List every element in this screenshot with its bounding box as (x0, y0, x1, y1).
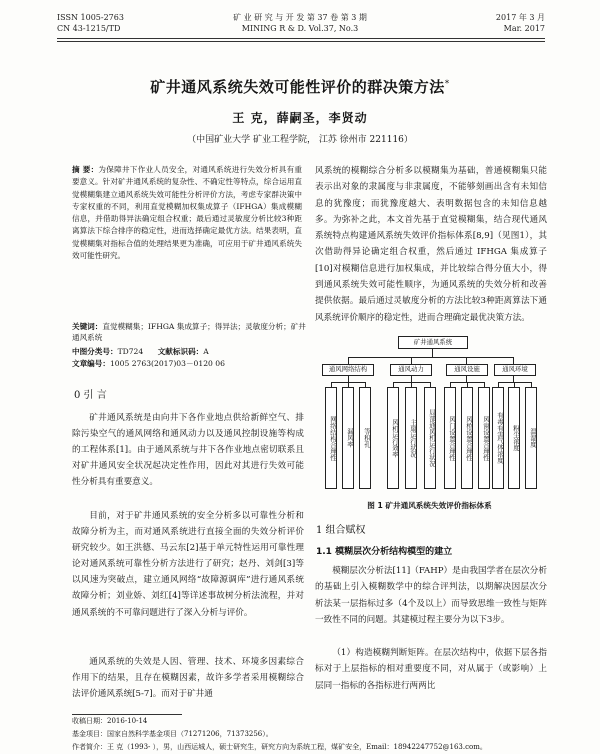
title-footnote-mark: * (444, 79, 450, 89)
section-1-paragraph-2: （1）构造模糊判断矩阵。在层次结构中，依据下层各指标对于上层指标的相对重要度不同，对从属于（或影响）上层同一指标的各指标进行两两比 (315, 648, 547, 691)
footnote-received: 收稿日期：2016-10-14 (72, 717, 148, 725)
fig-leaf-node: 粉尘浓度 (508, 387, 520, 489)
section-1-heading: 1 组合赋权 (316, 525, 366, 536)
doc-code-label: 文献标识码： (157, 347, 204, 356)
article-number-label: 文章编号： (72, 359, 110, 368)
fig-leaf-node: 等积孔 (359, 387, 371, 489)
fig-connector (348, 357, 513, 358)
fig-connector (348, 357, 349, 364)
intro-paragraph-2: 目前，对于矿井通风系统的安全分析多以可靠性分析和故障分析为主，而对通风系统进行直接全面的失效分析评价研究较少。如王洪德、马云东[2]基于单元特性运用可靠性理论对通风系统可靠性分析方法进行了研究；赵丹、刘剑[3]等以风速为突破点，建立通风网络“故障源调库”进行通风系统故障分析；刘业娇、刘红[4]等详述事故树分析法流程，并对通风系统的不可靠问题进行了深入分析与评价。 (72, 511, 304, 618)
intro-paragraph-3: 通风系统的失效是人因、管理、技术、环境多因素综合作用下的结果，且存在模糊因素，故许多学者采用模糊综合法评价通风系统[5-7]。而对于矿井通 (72, 657, 304, 700)
fig-leaf-node: 主扇运行状况 (405, 387, 417, 489)
article-number-value: 1005 2763(2017)03－0120 06 (109, 359, 225, 368)
keywords (72, 321, 307, 343)
fig-leaf-node: 有毒有害气体浓度 (492, 387, 504, 489)
footnote-fund: 基金项目：国家自然科学基金项目（71271206，71373256）。 (72, 730, 273, 738)
footnote-author: 作者简介：王 克（1993- ），男，山西运城人，硕士研究生，研究方向为系统工程，煤矿安全，Email：18942247752@163.com。 (72, 743, 487, 751)
fig-connector (411, 357, 412, 364)
doc-code-value: A (203, 347, 209, 356)
fig-leaf-node: 风机运行效率 (387, 387, 399, 489)
abstract-text: 为保障井下作业人员安全，对通风系统进行失效分析具有重要意义。针对矿井通风系统的复杂性、不确定性等特点，综合运用直觉模糊集建立通风系统失效可能性分析评价方法，考虑专家群决策中专家权重的不同，利用直觉模糊加权集成算子（IFHGA）集成模糊信息，并借助得异法确定组合权重；最后通过灵敏度分析比较3种距离算法下综合排序的稳定性，进而选择确定最优方法。结果表明，直觉模糊集对指标合值的处理结果更为准确，可应用于矿井通风系统失效可能性研究。 (72, 165, 302, 261)
fig-leaf-node: 网络结构合理性 (325, 387, 337, 489)
fig-group-node: 通风设施 (446, 364, 488, 376)
fig-leaf-node: 温湿度 (525, 387, 537, 489)
title-text: 矿井通风系统失效可能性评价的群决策方法 (150, 78, 445, 96)
intro-paragraph-right: 风系统的模糊综合分析多以模糊集为基础，普通模糊集只能表示出对象的隶属度与非隶属度，不能够刻画出含有未知信息的犹豫度；而犹豫度越大、表明数据包含的未知信息越多。为弥补之此，本文首先基于直觉模糊集，结合现代通风系统特点构建通风系统失效评价指标体系[8,9]（见图1），其次借助得异论确定组合权重，然后通过 IFHGA 集成算子[10]对模糊信息进行加权集成，并比较综合得分值大小，得到通风系统失效可能性顺序，为通风系统的失效分析和改善提供依据。最后通过灵敏度分析的方法比较3种距离算法下通风系统评价顺序的稳定性，进而合理确定最优决策方法。 (315, 166, 547, 323)
fig-connector (513, 357, 514, 364)
fig-group-node: 通风环境 (494, 364, 536, 376)
affiliation: （中国矿业大学 矿业工程学院， 江苏 徐州市 221116） (187, 135, 413, 145)
fig-leaf-node: 漏风率 (342, 387, 354, 489)
keywords-label: 关键词： (72, 322, 103, 331)
section-intro-heading: 0 引 言 (74, 390, 107, 401)
author-list: 王 克，薛嗣圣，李贤动 (232, 111, 368, 125)
clc-label: 中图分类号： (72, 347, 118, 356)
fig-leaf-node: 局部通风机运行状况 (424, 387, 436, 489)
abstract (72, 164, 302, 262)
keywords-text: 直觉模糊集；IFHGA 集成算子；得异法；灵敏度分析；矿井通风系统 (72, 322, 306, 342)
header-rule (57, 38, 545, 39)
subsection-1-1-heading: 1.1 模糊层次分析结构模型的建立 (316, 547, 453, 557)
paper-title (0, 76, 600, 97)
fig-leaf-node: 风窗设置合理性 (478, 387, 490, 489)
fig-leaf-node: 风门设置合理性 (444, 387, 456, 489)
fig-group-node: 通风动力 (390, 364, 432, 376)
intro-paragraph-1: 矿井通风系统是由向井下各作业地点供给新鲜空气、排除污染空气的通风网络和通风动力以及通风控制设施等构成的工程体系[1]。由于通风系统与井下各作业地点密切联系且对矿井通风安全状况起决定性作用，因此对其进行失效可能性分析具有重要意义。 (72, 413, 304, 488)
issue-date-en: Mar. 2017 (503, 24, 545, 33)
fig-leaf-node: 风桥设置合理性 (461, 387, 473, 489)
classification-line (72, 346, 307, 357)
journal-name-en: MINING R & D. Vol.37, No.3 (241, 24, 359, 33)
journal-name-cn: 矿 业 研 究 与 开 发 第 37 卷 第 3 期 (233, 13, 367, 22)
fig-group-node: 通风网络结构 (322, 364, 374, 376)
fig-root-node: 矿井通风系统 (398, 336, 468, 349)
figure-caption: 图 1 矿井通风系统失效评价指标体系 (367, 501, 492, 510)
issn-line: ISSN 1005-2763 (57, 13, 124, 22)
fig-connector (432, 349, 433, 357)
fig-connector (466, 357, 467, 364)
header-rule-thin (57, 41, 545, 42)
issue-date-cn: 2017 年 3 月 (495, 13, 545, 22)
cn-line: CN 43-1215/TD (57, 24, 121, 33)
article-number-line (72, 358, 307, 369)
clc-value: TD724 (117, 347, 144, 356)
abstract-label: 摘 要： (72, 165, 99, 174)
section-1-paragraph-1: 模糊层次分析法[11]（FAHP）是由我国学者在层次分析的基础上引入模糊数学中的综合评判法，以期解决因层次分析法某一层指标过多（4个及以上）而导致思维一致性与矩阵一致性不同的问题。其建模过程主要分为以下3步。 (315, 566, 547, 625)
